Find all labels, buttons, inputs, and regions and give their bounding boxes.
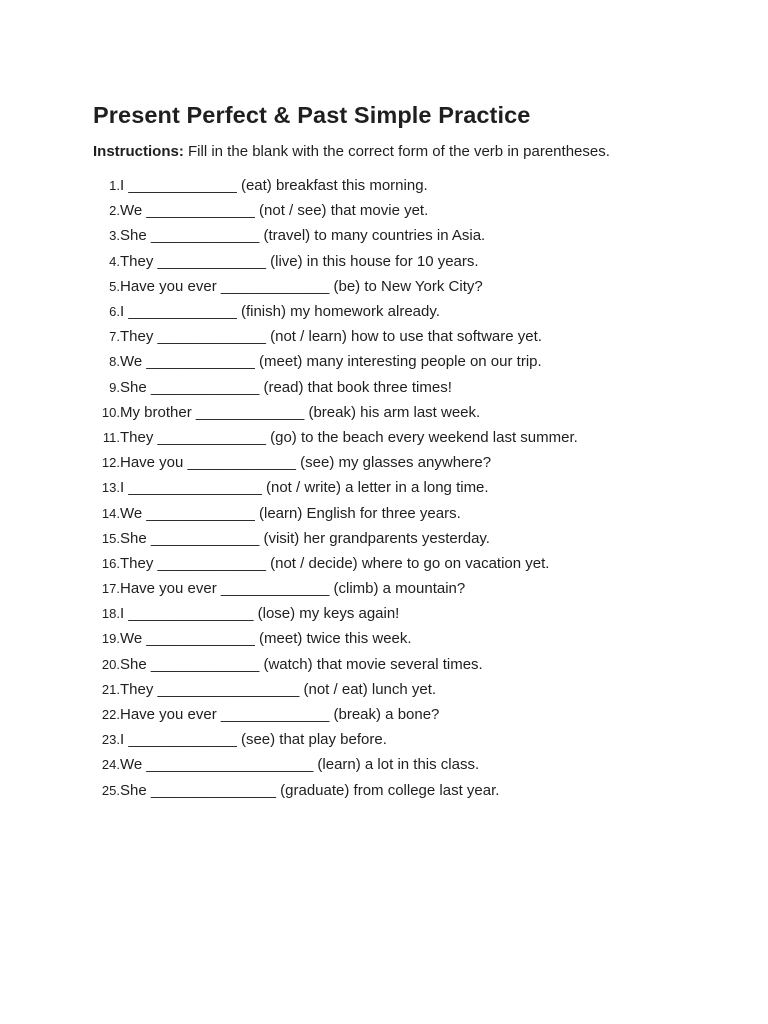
exercise-item bbox=[93, 500, 713, 525]
exercise-item bbox=[93, 526, 713, 551]
exercise-item bbox=[93, 249, 713, 274]
exercise-item bbox=[93, 576, 713, 601]
exercise-text: My brother _____________ (break) his arm last week. bbox=[120, 403, 481, 421]
exercise-item bbox=[93, 626, 713, 651]
exercise-text: I _____________ (see) that play before. bbox=[120, 731, 387, 749]
exercise-number: 6. bbox=[109, 304, 120, 320]
exercise-text: I _____________ (finish) my homework already. bbox=[120, 303, 440, 321]
exercise-number: 21. bbox=[101, 681, 120, 697]
exercise-item bbox=[93, 425, 713, 450]
worksheet-page bbox=[93, 100, 713, 803]
exercise-text: I _____________ (eat) breakfast this morning. bbox=[120, 177, 428, 195]
exercise-item bbox=[93, 349, 713, 374]
exercise-item bbox=[93, 450, 713, 475]
exercise-text: I _______________ (lose) my keys again! bbox=[120, 605, 400, 623]
exercise-item bbox=[93, 375, 713, 400]
exercise-item bbox=[93, 198, 713, 223]
exercise-number: 4. bbox=[109, 253, 120, 269]
exercise-text: She _____________ (travel) to many countries in Asia. bbox=[120, 227, 486, 245]
exercise-item bbox=[93, 702, 713, 727]
page-title: Present Perfect & Past Simple Practice bbox=[93, 102, 531, 128]
exercise-text: Have you ever _____________ (be) to New York City? bbox=[120, 277, 483, 295]
exercise-text: We _____________ (meet) many interesting people on our trip. bbox=[120, 353, 542, 371]
exercise-number: 14. bbox=[101, 505, 120, 521]
exercise-text: Have you ever _____________ (climb) a mountain? bbox=[120, 580, 466, 598]
exercise-number: 10. bbox=[101, 404, 120, 420]
exercise-number: 25. bbox=[101, 782, 120, 798]
exercise-item bbox=[93, 551, 713, 576]
exercise-text: Have you ever _____________ (break) a bone? bbox=[120, 706, 440, 724]
exercise-number: 3. bbox=[109, 228, 120, 244]
instructions-text: Fill in the blank with the correct form of the verb in parentheses. bbox=[188, 143, 610, 160]
instructions bbox=[93, 142, 713, 162]
exercise-number: 18. bbox=[101, 606, 120, 622]
exercise-text: I ________________ (not / write) a letter in a long time. bbox=[120, 479, 489, 497]
exercise-list bbox=[93, 173, 713, 803]
instructions-label: Instructions: bbox=[93, 143, 184, 160]
exercise-item bbox=[93, 652, 713, 677]
exercise-text: We _____________ (meet) twice this week. bbox=[120, 630, 412, 648]
exercise-text: They _________________ (not / eat) lunch yet. bbox=[120, 680, 437, 698]
exercise-text: She _____________ (visit) her grandparents yesterday. bbox=[120, 529, 490, 547]
exercise-number: 11. bbox=[102, 429, 120, 445]
exercise-text: We ____________________ (learn) a lot in this class. bbox=[120, 756, 480, 774]
exercise-number: 7. bbox=[109, 329, 120, 345]
exercise-number: 19. bbox=[101, 631, 120, 647]
exercise-text: We _____________ (not / see) that movie yet. bbox=[120, 202, 429, 220]
exercise-item bbox=[93, 778, 713, 803]
exercise-number: 1. bbox=[109, 178, 120, 194]
exercise-item bbox=[93, 223, 713, 248]
exercise-number: 20. bbox=[101, 656, 120, 672]
exercise-item bbox=[93, 601, 713, 626]
exercise-number: 24. bbox=[101, 757, 120, 773]
exercise-number: 22. bbox=[101, 707, 120, 723]
exercise-number: 15. bbox=[101, 530, 120, 546]
exercise-text: They _____________ (go) to the beach every weekend last summer. bbox=[120, 428, 578, 446]
exercise-item bbox=[93, 400, 713, 425]
exercise-item bbox=[93, 274, 713, 299]
exercise-text: They _____________ (not / learn) how to use that software yet. bbox=[120, 328, 542, 346]
exercise-number: 9. bbox=[109, 379, 120, 395]
exercise-text: She _______________ (graduate) from college last year. bbox=[120, 781, 500, 799]
exercise-number: 5. bbox=[109, 278, 120, 294]
exercise-item bbox=[93, 475, 713, 500]
exercise-item bbox=[93, 299, 713, 324]
exercise-text: They _____________ (live) in this house for 10 years. bbox=[120, 252, 479, 270]
exercise-text: She _____________ (read) that book three times! bbox=[120, 378, 452, 396]
exercise-number: 16. bbox=[101, 555, 120, 571]
exercise-item bbox=[93, 324, 713, 349]
exercise-text: They _____________ (not / decide) where to go on vacation yet. bbox=[120, 554, 550, 572]
exercise-number: 2. bbox=[109, 203, 120, 219]
exercise-item bbox=[93, 727, 713, 752]
exercise-number: 13. bbox=[101, 480, 120, 496]
exercise-text: Have you _____________ (see) my glasses anywhere? bbox=[120, 454, 492, 472]
exercise-item bbox=[93, 173, 713, 198]
exercise-number: 12. bbox=[101, 455, 120, 471]
exercise-text: We _____________ (learn) English for three years. bbox=[120, 504, 461, 522]
exercise-number: 23. bbox=[101, 732, 120, 748]
exercise-item bbox=[93, 752, 713, 777]
exercise-number: 17. bbox=[101, 581, 120, 597]
exercise-text: She _____________ (watch) that movie several times. bbox=[120, 655, 483, 673]
exercise-item bbox=[93, 677, 713, 702]
exercise-number: 8. bbox=[109, 354, 120, 370]
